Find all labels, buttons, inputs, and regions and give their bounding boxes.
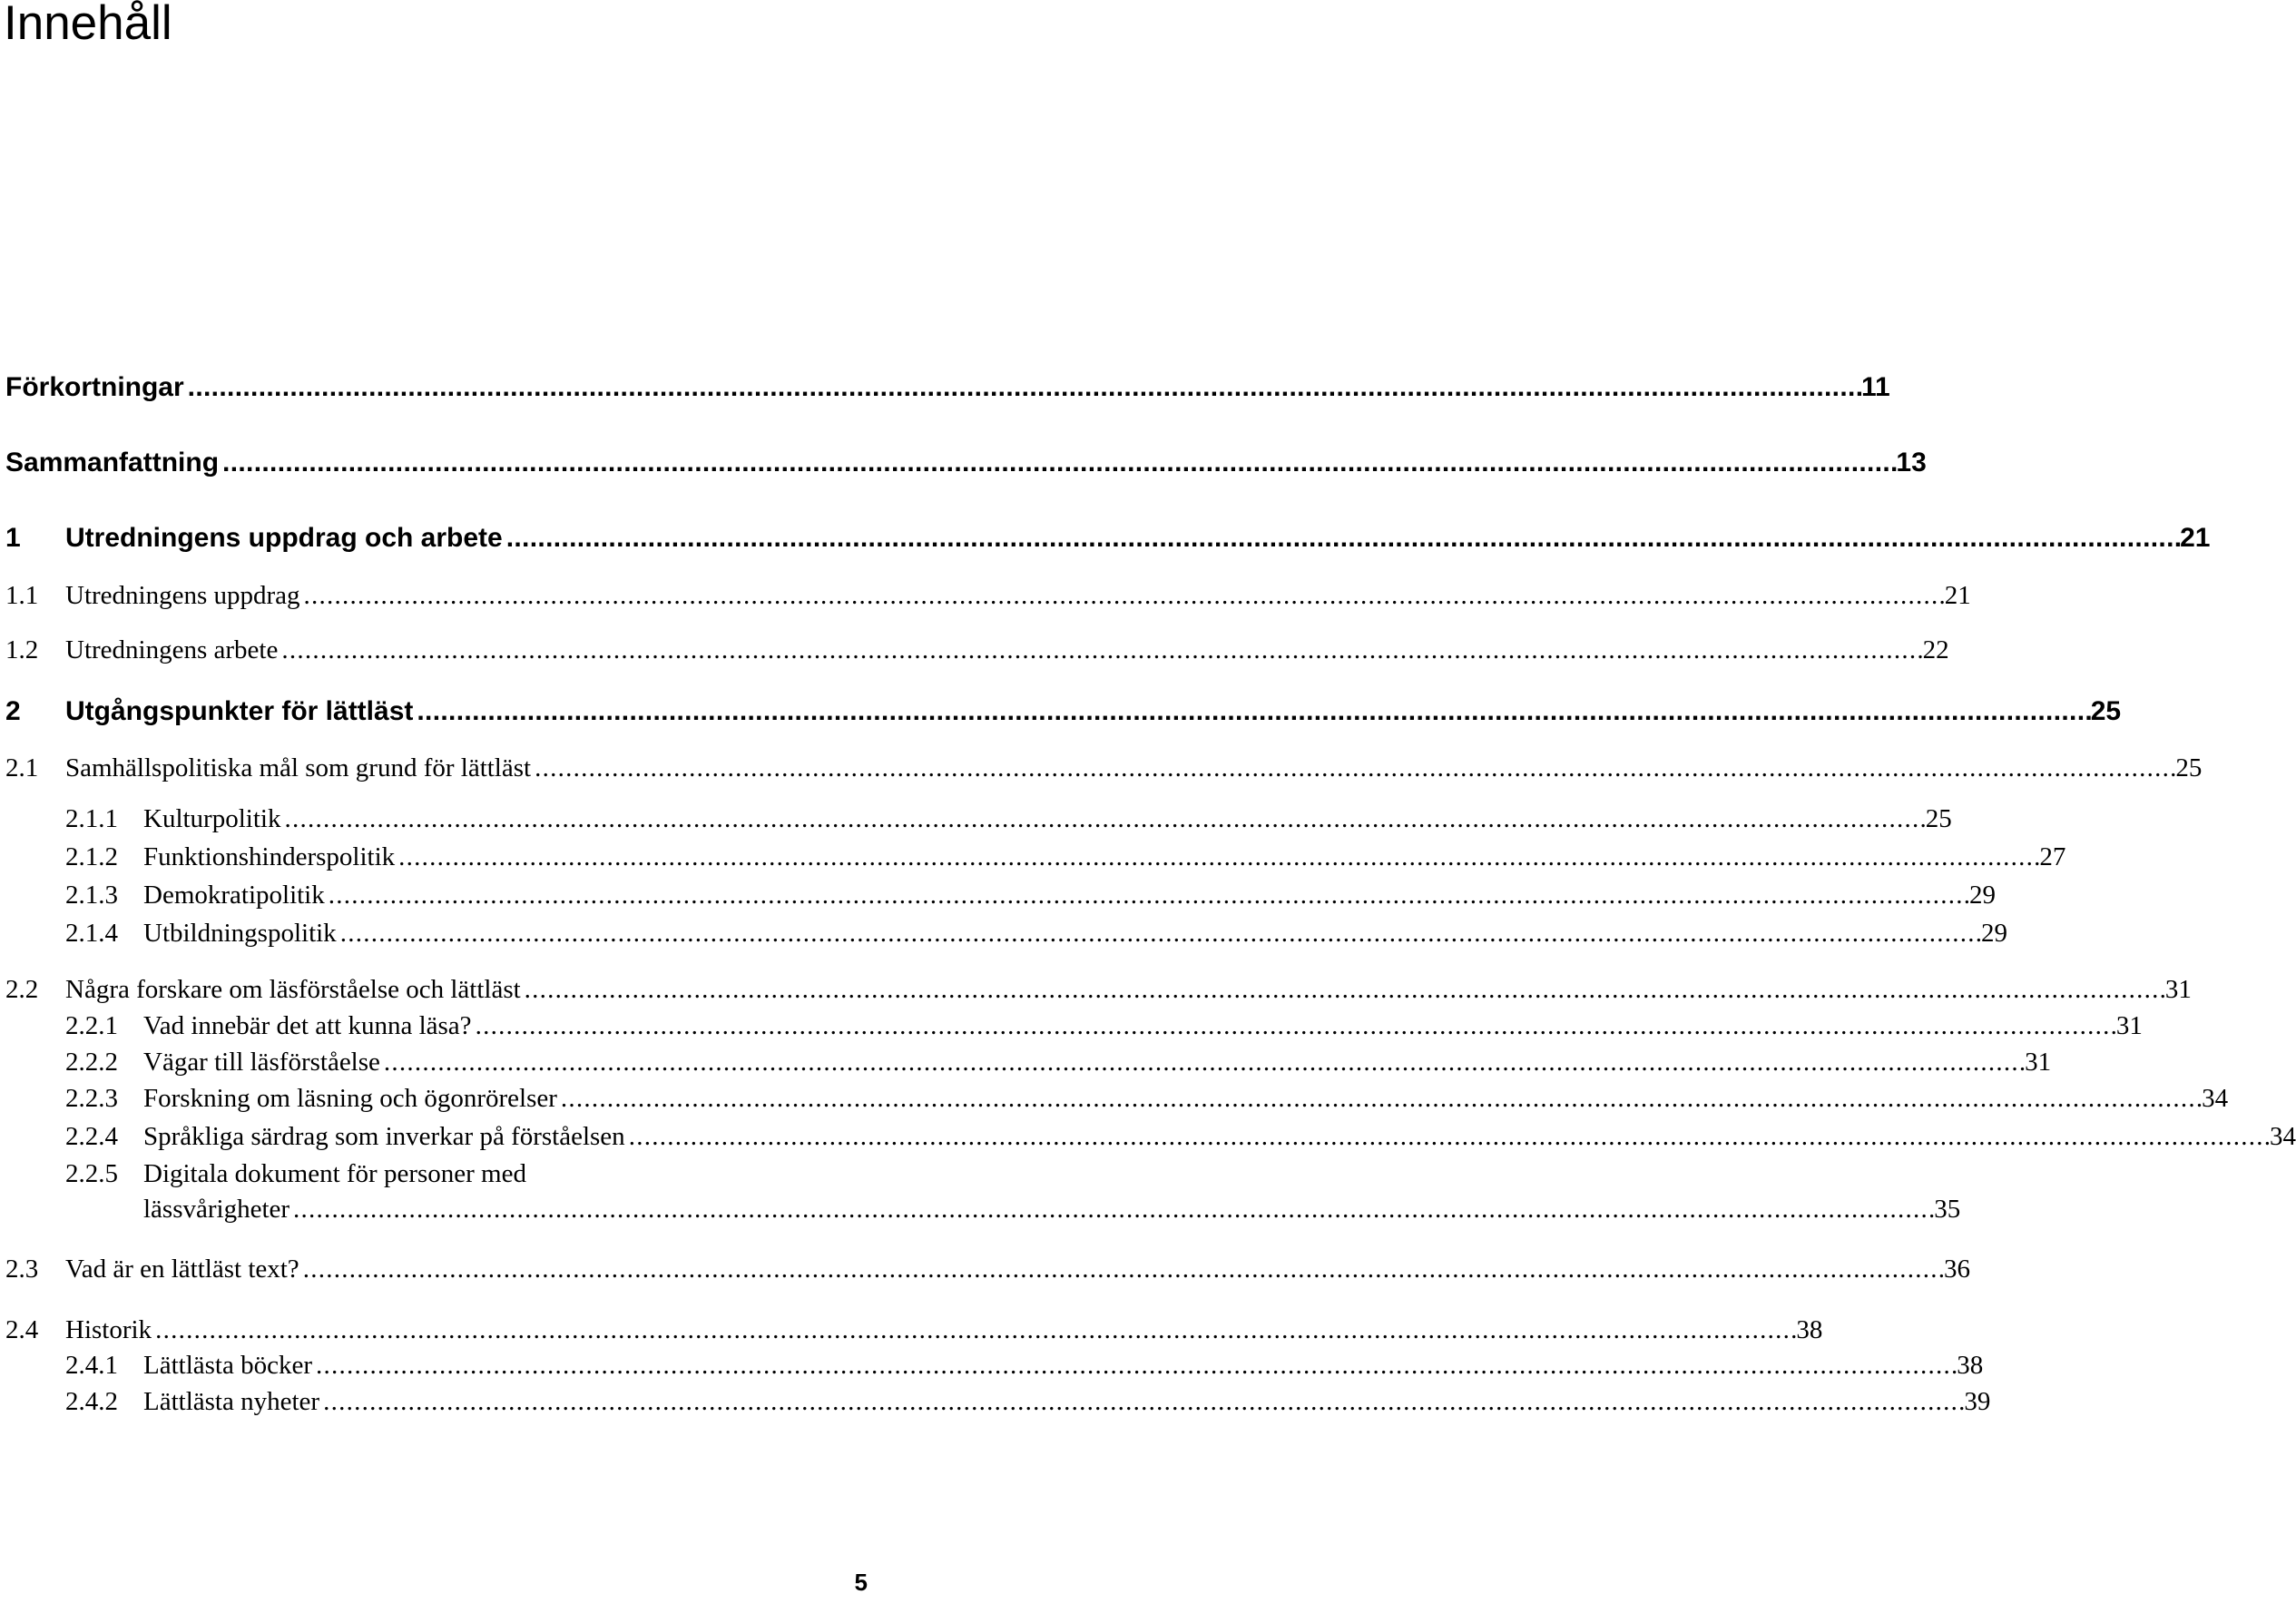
toc-entry[interactable] — [5, 632, 1949, 668]
toc-entry-number: 2.2.4 — [65, 1122, 118, 1151]
toc-entry[interactable] — [5, 1383, 1991, 1420]
toc-entry-page: 34 — [2269, 1122, 2296, 1151]
toc-dot-leader — [384, 1044, 2023, 1080]
toc-dot-leader — [323, 1383, 1962, 1420]
toc-entry-number: 2.2.2 — [65, 1048, 118, 1077]
toc-dot-leader — [222, 445, 1894, 481]
toc-entry-title: Samhällspolitiska mål som grund för lättläst — [65, 753, 532, 782]
toc-entry[interactable] — [5, 1251, 1970, 1287]
toc-entry-title: Demokratipolitik — [143, 881, 325, 910]
toc-entry[interactable] — [5, 839, 2066, 875]
toc-entry[interactable] — [5, 1156, 929, 1192]
toc-entry[interactable] — [5, 750, 2203, 786]
toc-entry-title: Sammanfattning — [5, 448, 220, 477]
toc-entry-page: 31 — [2115, 1011, 2143, 1040]
toc-entry-page: 29 — [1980, 919, 2007, 948]
toc-dot-leader — [629, 1118, 2268, 1155]
toc-entry-page: 35 — [1934, 1195, 1961, 1224]
toc-entry[interactable] — [5, 915, 2007, 951]
toc-entry-page: 34 — [2202, 1084, 2229, 1113]
toc-entry-page: 25 — [1925, 804, 1952, 833]
toc-entry-number: 2.1 — [5, 753, 39, 782]
toc-entry-title: Utgångspunkter för lättläst — [65, 696, 414, 726]
toc-dot-leader — [155, 1312, 1794, 1348]
toc-entry-page: 25 — [2175, 753, 2203, 782]
toc-entry-page: 38 — [1957, 1351, 1984, 1380]
toc-entry[interactable] — [5, 877, 1996, 913]
toc-entry-number: 1.2 — [5, 635, 39, 664]
toc-dot-leader — [340, 915, 1979, 951]
toc-entry-title: Historik — [65, 1315, 152, 1344]
toc-dot-leader — [329, 877, 1967, 913]
toc-entry-number: 2.2.5 — [65, 1159, 118, 1188]
toc-entry-number: 2.2.3 — [65, 1084, 118, 1113]
toc-entry-number: 2.3 — [5, 1255, 39, 1284]
toc-entry-number: 2.4.1 — [65, 1351, 118, 1380]
toc-entry-page: 31 — [2164, 975, 2192, 1004]
toc-entry-number: 1 — [5, 523, 21, 553]
toc-entry-number: 1.1 — [5, 581, 39, 610]
toc-entry-title: Forskning om läsning och ögonrörelser — [143, 1084, 557, 1113]
toc-entry-page: 13 — [1896, 448, 1927, 477]
toc-entry-title: Utredningens uppdrag och arbete — [65, 523, 503, 553]
toc-entry-page: 31 — [2025, 1048, 2052, 1077]
toc-entry-title: Digitala dokument för personer med — [143, 1159, 526, 1188]
toc-entry-title: Vad innebär det att kunna läsa? — [143, 1011, 472, 1040]
toc-dot-leader — [293, 1191, 1932, 1227]
toc-entry[interactable] — [5, 1312, 1823, 1348]
toc-entry-title: Förkortningar — [5, 372, 184, 402]
toc-entry-title: Språkliga särdrag som inverkar på förståelsen — [143, 1122, 625, 1151]
toc-dot-leader — [284, 801, 1923, 837]
toc-entry-number: 2.1.4 — [65, 919, 118, 948]
toc-dot-leader — [188, 369, 1859, 406]
toc-entry[interactable] — [5, 369, 1890, 406]
toc-entry-title: Utredningens arbete — [65, 635, 279, 664]
toc-entry[interactable] — [5, 445, 1927, 481]
toc-entry-page: 39 — [1964, 1387, 1991, 1416]
toc-dot-leader — [316, 1347, 1955, 1383]
toc-entry-title: Några forskare om läsförståelse och lättläst — [65, 975, 521, 1004]
toc-entry-page: 11 — [1861, 372, 1890, 402]
toc-dot-leader — [561, 1080, 2200, 1117]
toc-entry-page: 38 — [1796, 1315, 1823, 1344]
toc-dot-leader — [506, 520, 2178, 556]
toc-entry[interactable] — [5, 520, 2211, 556]
toc-dot-leader — [417, 694, 2088, 730]
toc-entry[interactable] — [5, 1080, 2229, 1117]
toc-entry-page: 29 — [1969, 881, 1996, 910]
toc-entry-page: 22 — [1922, 635, 1949, 664]
toc-dot-leader — [281, 632, 1920, 668]
toc-entry[interactable] — [5, 801, 1952, 837]
toc-entry-number: 2.4.2 — [65, 1387, 118, 1416]
toc-entry-title: lässvårigheter — [143, 1195, 290, 1224]
toc-entry-title: Lättlästa böcker — [143, 1351, 312, 1380]
toc-dot-leader — [535, 750, 2173, 786]
toc-entry-number: 2.1.2 — [65, 842, 118, 871]
toc-entry-title: Vägar till läsförståelse — [143, 1048, 380, 1077]
toc-dot-leader — [398, 839, 2037, 875]
toc-entry-title: Lättlästa nyheter — [143, 1387, 320, 1416]
toc-entry-title: Kulturpolitik — [143, 804, 281, 833]
toc-entry-number: 2.4 — [5, 1315, 39, 1344]
toc-entry[interactable] — [5, 694, 2122, 730]
toc-entry-number: 2.1.3 — [65, 881, 118, 910]
toc-entry-page: 25 — [2090, 696, 2122, 726]
toc-entry-page: 21 — [1944, 581, 1971, 610]
toc-entry-title: Vad är en lättläst text? — [65, 1255, 299, 1284]
toc-dot-leader — [525, 971, 2164, 1008]
toc-entry-page: 36 — [1943, 1255, 1970, 1284]
page-title: Innehåll — [4, 0, 172, 50]
toc-dot-leader — [303, 1251, 1942, 1287]
toc-entry[interactable] — [5, 577, 1971, 614]
toc-entry-number: 2 — [5, 696, 21, 726]
toc-entry[interactable] — [5, 1347, 1984, 1383]
toc-entry[interactable] — [5, 971, 2192, 1008]
toc-entry-page: 27 — [2039, 842, 2066, 871]
toc-entry-number: 2.1.1 — [65, 804, 118, 833]
toc-entry-title: Funktionshinderspolitik — [143, 842, 396, 871]
toc-entry[interactable] — [5, 1044, 2052, 1080]
toc-entry[interactable] — [5, 1008, 2143, 1044]
toc-entry[interactable] — [5, 1191, 1961, 1227]
toc-entry-number: 2.2 — [5, 975, 39, 1004]
toc-dot-leader — [476, 1008, 2114, 1044]
toc-entry-title: Utredningens uppdrag — [65, 581, 300, 610]
page-number: 5 — [854, 1569, 868, 1596]
toc-entry[interactable] — [5, 1118, 2296, 1155]
toc-entry-page: 21 — [2180, 523, 2211, 553]
toc-entry-number: 2.2.1 — [65, 1011, 118, 1040]
toc-dot-leader — [304, 577, 1943, 614]
toc-entry-title: Utbildningspolitik — [143, 919, 337, 948]
